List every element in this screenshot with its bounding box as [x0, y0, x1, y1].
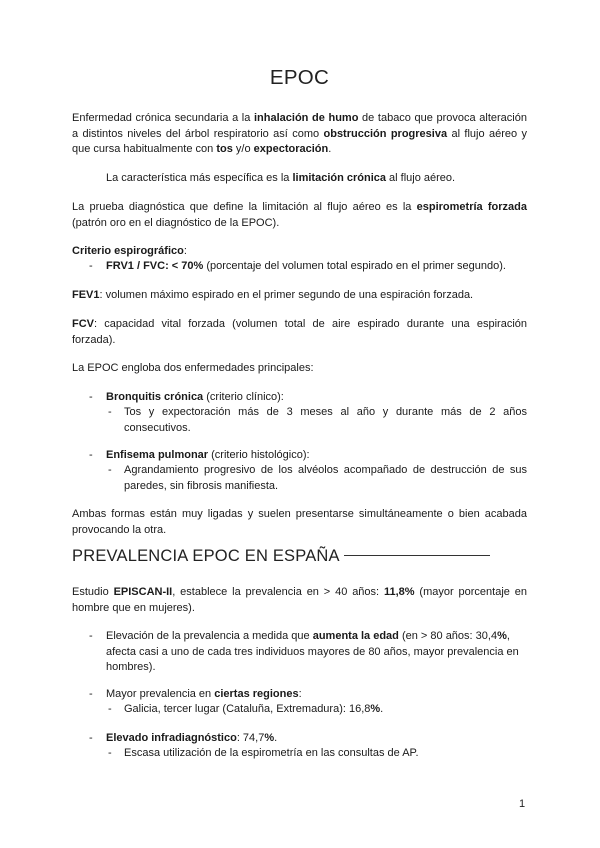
bronquitis-name: Bronquitis crónica [106, 391, 204, 403]
list-dash: - [108, 464, 112, 476]
list-dash: - [89, 391, 93, 403]
fev1-text: : volumen máximo espirado en el primer segundo de una espiración forzada. [99, 289, 474, 301]
edad-item [89, 629, 527, 676]
diagnostic-paragraph [72, 200, 527, 231]
specific-paragraph [106, 171, 527, 187]
list-dash: - [108, 406, 112, 418]
intro-text: Enfermedad crónica secundaria a la [72, 112, 254, 124]
list-dash: - [89, 449, 93, 461]
regiones-bold: ciertas regiones [214, 688, 299, 700]
criterio-label: Criterio espirográfico [72, 245, 184, 257]
edad-bold: aumenta la edad [312, 630, 399, 642]
criterio-item [89, 259, 527, 275]
specific-text: La característica más específica es la [106, 172, 293, 184]
enfisema-name: Enfisema pulmonar [106, 449, 209, 461]
infra-text: : 74,7 [236, 732, 265, 744]
list-dash: - [89, 732, 93, 744]
section-heading [72, 546, 490, 566]
estudio-bold: EPISCAN-II [113, 586, 173, 598]
bronquitis-desc: Tos y expectoración más de 3 meses al año y durante más de 2 años consecutivos. [124, 406, 527, 434]
estudio-paragraph [72, 585, 527, 616]
intro-text: de tabaco que provoca alteración a distintos niveles del árbol respiratorio así como [72, 112, 527, 140]
bronquitis-criterion: (criterio clínico): [203, 391, 284, 403]
criterio-heading [72, 244, 527, 260]
criterio-colon: : [183, 245, 187, 257]
intro-bold: tos [216, 143, 233, 155]
criterio-desc: (porcentaje del volumen total espirado en el primer segundo). [203, 260, 506, 272]
regiones-item [89, 687, 527, 703]
edad-text: , afecta casi a uno de cada tres individuos mayores de 80 años, mayor prevalencia en hombres). [106, 630, 519, 673]
bronquitis-item [89, 390, 527, 406]
bronquitis-sub-item [108, 405, 527, 436]
list-dash: - [89, 688, 93, 700]
diagnostic-bold: espirometría forzada [416, 201, 527, 213]
regiones-text: Mayor prevalencia en [106, 688, 215, 700]
regiones-sub-text: Galicia, tercer lugar (Cataluña, Extremadura): 16,8 [124, 703, 371, 715]
ambas-paragraph: Ambas formas están muy ligadas y suelen presentarse simultáneamente o bien acabada provocando la otra. [72, 508, 527, 536]
specific-bold: limitación crónica [292, 172, 386, 184]
engloba-paragraph: La EPOC engloba dos enfermedades principales: [72, 362, 314, 374]
section-title: PREVALENCIA EPOC EN ESPAÑA [72, 547, 340, 565]
fcv-definition [72, 317, 527, 348]
intro-bold: inhalación de humo [254, 112, 359, 124]
intro-paragraph [72, 111, 527, 158]
regiones-sub-item [108, 702, 527, 718]
regiones-sub-text: . [380, 703, 384, 715]
infra-sub-text: Escasa utilización de la espirometría en las consultas de AP. [124, 747, 419, 759]
intro-text: . [328, 143, 332, 155]
enfisema-sub-item [108, 463, 527, 494]
diagnostic-text: La prueba diagnóstica que define la limitación al flujo aéreo es la [72, 201, 417, 213]
estudio-text: Estudio [72, 586, 114, 598]
list-dash: - [108, 703, 112, 715]
list-dash: - [89, 260, 93, 272]
estudio-bold: 11,8% [383, 586, 415, 598]
document-page [72, 0, 527, 848]
edad-text: Elevación de la prevalencia a medida que [106, 630, 313, 642]
enfisema-item [89, 448, 527, 464]
heading-rule [344, 555, 490, 556]
list-dash: - [108, 747, 112, 759]
diagnostic-text: (patrón oro en el diagnóstico de la EPOC). [72, 216, 280, 229]
edad-text: (en > 80 años: 30,4 [398, 630, 498, 642]
infra-bold: Elevado infradiagnóstico [106, 732, 237, 744]
infra-item [89, 731, 527, 747]
infra-sub-item [108, 746, 527, 762]
list-dash: - [89, 630, 93, 642]
regiones-text: : [298, 688, 302, 700]
intro-bold: obstrucción progresiva [323, 127, 448, 140]
intro-bold: expectoración [253, 143, 329, 155]
page-title: EPOC [269, 66, 330, 89]
edad-bold: % [497, 630, 507, 642]
page-number: 1 [519, 798, 526, 810]
infra-text: . [274, 732, 278, 744]
specific-text: al flujo aéreo. [386, 172, 456, 184]
estudio-text: , establece la prevalencia en > 40 años: [172, 586, 384, 598]
fev1-definition [72, 288, 527, 304]
intro-text: y/o [232, 143, 254, 155]
criterio-ratio: FRV1 / FVC: < 70% [106, 260, 204, 272]
infra-bold: % [264, 732, 275, 744]
fcv-term: FCV [72, 318, 94, 330]
intro-text: al flujo aéreo y que cursa habitualmente con [72, 127, 527, 155]
enfisema-desc: Agrandamiento progresivo de los alvéolos acompañado de destrucción de sus paredes, sin fibrosis manifiesta. [124, 464, 527, 492]
fcv-text: : capacidad vital forzada (volumen total de aire espirado durante una espiración forzada). [72, 318, 527, 346]
regiones-sub-bold: % [370, 703, 381, 715]
estudio-text: (mayor porcentaje en hombre que en mujeres). [72, 586, 527, 614]
enfisema-criterion: (criterio histológico): [208, 449, 310, 461]
fev1-term: FEV1 [72, 289, 100, 301]
